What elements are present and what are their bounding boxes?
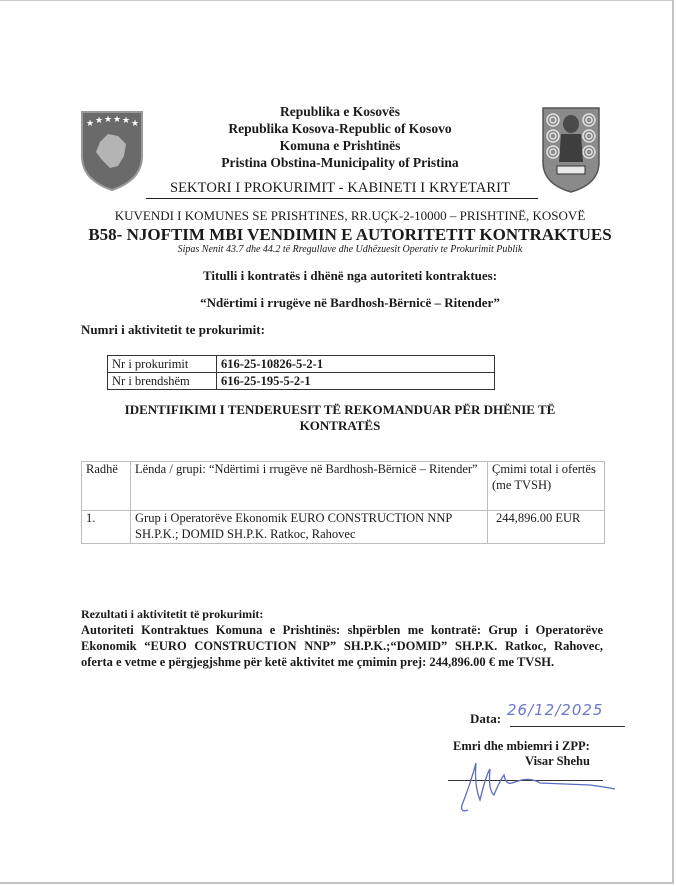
contract-title: “Ndërtimi i rrugëve në Bardhosh-Bërnicë – Ritender” (200, 295, 500, 310)
signature-icon (440, 755, 630, 815)
result-text: Autoriteti Kontraktues Komuna e Prishtinës: shpërblen me kontratë: Grup i Operatorëve Ekonomik “EURO CONSTRUCTION NNP” SH.P.K.;“DOMID” SH.P.K. Ratkoc, Rahovec, oferta e vetme e përgjegjshme për ketë aktivitet me çmimin prej: 244,896.00 € me TVSH. (81, 623, 603, 669)
contract-title-label: Titulli i kontratës i dhënë nga autoriteti kontraktues: (202, 268, 498, 283)
svg-text:★: ★ (104, 115, 113, 125)
official-name: Visar Shehu (525, 754, 590, 768)
column-header-total-price: Çmimi total i ofertës (me TVSH) (488, 462, 605, 511)
header-republic-albanian: Republika e Kosovës (279, 104, 401, 119)
official-label: Emri dhe mbiemri i ZPP: (453, 739, 590, 753)
sector-heading: SEKTORI I PROKURIMIT - KABINETI I KRYETARIT (169, 180, 511, 196)
table-row (108, 356, 495, 373)
svg-text:★: ★ (122, 116, 131, 126)
svg-text:★: ★ (131, 119, 140, 129)
notice-title: B58- NJOFTIM MBI VENDIMIN E AUTORITETIT KONTRAKTUES (88, 225, 612, 244)
cell-total-price: 244,896.00 EUR (488, 511, 605, 544)
procurement-number-label-cell: Nr i prokurimit (108, 356, 217, 373)
header-municipality-albanian: Komuna e Prishtinës (279, 138, 401, 153)
svg-text:★: ★ (95, 116, 104, 126)
procurement-number-label: Numri i aktivitetit te prokurimit: (81, 322, 265, 337)
internal-number-value: 616-25-195-5-2-1 (217, 373, 495, 390)
result-heading: Rezultati i aktivitetit të prokurimit: (81, 607, 264, 621)
cell-tenderer: Grup i Operatorëve Ekonomik EURO CONSTRUCTION NNP SH.P.K.; DOMID SH.P.K. Ratkoc, Rahovec (131, 511, 488, 544)
procurement-number-table (107, 355, 495, 390)
recommended-tenderer-table (81, 461, 605, 544)
cell-rank: 1. (82, 511, 131, 544)
svg-text:★: ★ (113, 115, 122, 125)
internal-number-label-cell: Nr i brendshëm (108, 373, 217, 390)
assembly-address: KUVENDI I KOMUNES SE PRISHTINES, RR.UÇK-2-10000 – PRISHTINË, KOSOVË (114, 208, 586, 223)
svg-text:★: ★ (86, 119, 95, 129)
kosovo-coat-of-arms-icon (78, 108, 146, 192)
date-label: Data: (470, 711, 502, 726)
pristina-coat-of-arms-icon (541, 104, 601, 194)
legal-basis: Sipas Nenit 43.7 dhe 44.2 të Rregullave dhe Udhëzuesit Operativ te Prokurimit Publik (177, 244, 523, 255)
procurement-number-value: 616-25-10826-5-2-1 (217, 356, 495, 373)
handwritten-date: 26/12/2025 (507, 701, 604, 719)
header-municipality-multilingual: Pristina Obstina-Municipality of Pristina (221, 155, 459, 170)
header-republic-multilingual: Republika Kosova-Republic of Kosovo (228, 121, 452, 136)
column-header-rank: Radhë (82, 462, 131, 511)
table-row (82, 511, 605, 544)
identification-heading: IDENTIFIKIMI I TENDERUESIT TË REKOMANDUAR PËR DHËNIE TË KONTRATËS (124, 402, 556, 433)
table-row (108, 373, 495, 390)
table-header-row (82, 462, 605, 511)
date-line (510, 726, 625, 727)
column-header-lot: Lënda / grupi: “Ndërtimi i rrugëve në Bardhosh-Bërnicë – Ritender” (131, 462, 488, 511)
header-divider (146, 198, 538, 199)
